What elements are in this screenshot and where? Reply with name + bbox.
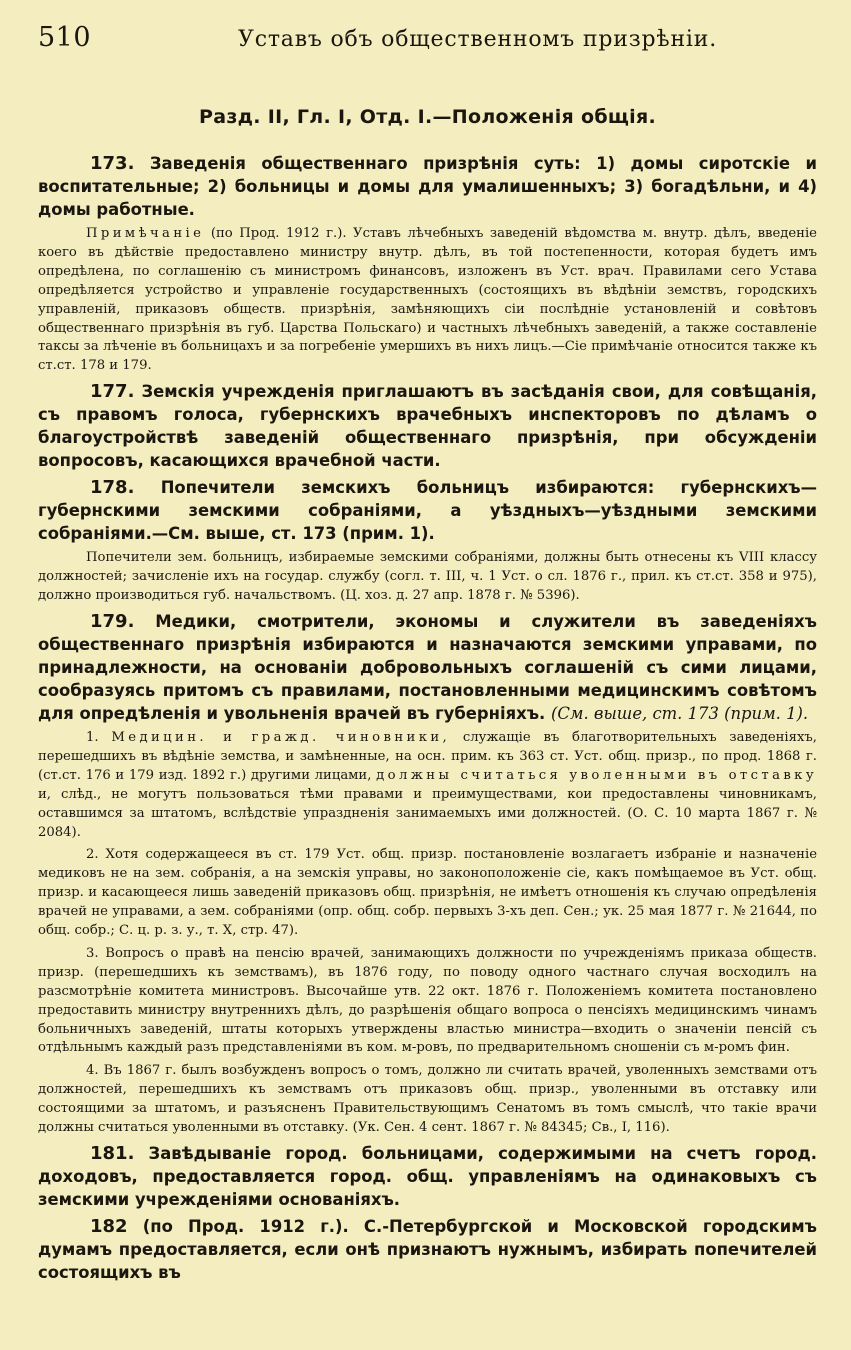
note-text: и, слѣд., не могутъ пользоваться тѣми правами и преимуществами, кои предоставлены чиновникамъ, оставшимся за штатомъ, вслѣдствіе упраздненія занимаемыхъ ими должностей. (О. С. 10 марта 1867 г. № 2084). [38,786,817,840]
note-text: служащіе въ благотворительныхъ заведеніяхъ, перешедшихъ въ вѣдѣніе земства, и замѣненные, на осн. прим. къ 363 ст. Уст. общ. призр., по прод. 1868 г. (ст.ст. 176 и 179 изд. 1892 г.) другими лицами, [38,729,817,783]
section-heading: Разд. II, Гл. I, Отд. I.—Положенія общія. [198,106,657,128]
article-173 [38,152,817,221]
note-178 [38,549,817,606]
article-179 [38,610,817,725]
article-reference: (См. выше, ст. 173 (прим. 1). [550,703,809,723]
note-179-4: 4. Въ 1867 г. былъ возбужденъ вопросъ о томъ, должно ли считать врачей, уволенныхъ земствами отъ должностей, перешедшихъ къ земствамъ отъ приказовъ общ. призр., уволенными въ отставку или состоящими за штатомъ, и разъясненъ Правительствующимъ Сенатомъ въ томъ смыслѣ, что такіе врачи должны считаться уволенными въ отставку. (Ук. Сен. 4 сент. 1867 г. № 84345; Св., I, 116). [38,1063,817,1136]
article-number: 177. [90,381,135,403]
article-number: 179. [90,610,135,632]
article-number: 173. [90,153,135,174]
article-number: 181. [90,1143,135,1164]
article-text: Завѣдываніе город. больницами, содержимыми на счетъ город. доходовъ, предоставляется город. общ. управленіямъ на одинаковыхъ съ земскими учрежденіями основаніяхъ. [38,1144,817,1209]
article-181 [38,1142,817,1211]
note-179-2: 2. Хотя содержащееся въ ст. 179 Уст. общ. призр. постановленіе возлагаетъ избраніе и назначеніе медиковъ не на зем. собранія, а на земскія управы, но законоположеніе сіе, какъ помѣщаемое въ Уст. общ. призр. и касающееся лишь заведеній приказовъ общ. призрѣнія, не имѣетъ отношенія къ случаю опредѣленія врачей не управами, а зем. собраніями (опр. общ. собр. первыхъ 3-хъ деп. Сен.; ук. 25 мая 1877 г. № 21644, по общ. собр.; С. ц. р. з. у., т. X, стр. 47). [38,847,817,939]
article-182 [38,1215,817,1284]
article-number: 178. [90,477,135,499]
article-text: Медики, смотрители, экономы и служители въ заведеніяхъ общественнаго призрѣнія избираются и назначаются земскими управами, по принадлежности, на основаніи добровольныхъ соглашеній съ сими лицами, сообразуясь притомъ съ правилами, постановленными медицинскимъ совѣтомъ для опредѣленія и увольненія врачей въ губерніяхъ. [38,611,817,723]
note-spaced-text: Медицин. и гражд. чиновники, [111,729,451,745]
page-header [38,22,817,66]
note-label: Примѣчаніе [86,226,205,241]
running-title: Уставъ объ общественномъ призрѣніи. [238,27,718,52]
article-177 [38,380,817,472]
note-179-1 [38,729,817,842]
article-text: Попечители земскихъ больницъ избираются: губернскихъ—губернскими земскими собраніями, а уѣздныхъ—уѣздными земскими собраніями.—См. выше, ст. 173 (прим. 1). [38,478,817,544]
page-number: 510 [38,22,92,53]
note-text: Попечители зем. больницъ, избираемые земскими собраніями, должны быть отнесены къ VIII классу должностей; зачисленіе ихъ на государ. службу (согл. т. III, ч. 1 Уст. о сл. 1876 г., прил. къ ст.ст. 358 и 975), должно производиться губ. начальствомъ. (Ц. хоз. д. 27 апр. 1878 г. № 5396). [38,550,817,604]
article-178 [38,476,817,545]
article-text: Заведенія общественнаго призрѣнія суть: 1) домы сиротскіе и воспитательные; 2) больницы и домы для умалишенныхъ; 3) богадѣльни, и 4) домы работные. [38,154,817,219]
note-number: 1. [86,729,99,745]
note-spaced-text: должны считаться уволенными въ отставку [376,767,817,783]
note-173 [38,225,817,376]
article-text: (по Прод. 1912 г.). С.-Петербургской и Московской городскимъ думамъ предоставляется, если онѣ признаютъ нужнымъ, избирать попечителей состоящихъ въ [38,1217,817,1282]
article-text: Земскія учрежденія приглашаютъ въ засѣданія свои, для совѣщанія, съ правомъ голоса, губернскихъ врачебныхъ инспекторовъ по дѣламъ о благоустройствѣ заведеній общественнаго призрѣнія, при обсужденіи вопросовъ, касающихся врачебной части. [38,382,817,471]
note-text: (по Прод. 1912 г.). Уставъ лѣчебныхъ заведеній вѣдомства м. внутр. дѣлъ, введеніе коего въ дѣйствіе предоставлено министру внутр. дѣлъ, въ той постепенности, которая будетъ имъ опредѣлена, по соглашенію съ министромъ финансовъ, изложенъ въ Уст. врач. Правилами сего Устава опредѣляется устройство и управленіе государственныхъ (состоящихъ въ вѣдѣніи земствъ, городскихъ управленій, приказовъ обществ. призрѣнія, замѣняющихъ сіи послѣдніе установленій и совѣтовъ общественнаго призрѣнія въ губ. Царства Польскаго) и частныхъ лѣчебныхъ заведеній, а также составленіе таксы за лѣченіе въ больницахъ и за погребеніе умершихъ въ нихъ лицъ.—Сіе примѣчаніе относится также къ ст.ст. 178 и 179. [38,226,817,374]
article-number: 182 [90,1216,128,1237]
note-179-3: 3. Вопросъ о правѣ на пенсію врачей, занимающихъ должности по учрежденіямъ приказа обществ. призр. (перешедшихъ къ земствамъ), въ 1876 году, по поводу одного частнаго случая восходилъ на разсмотрѣніе комитета министровъ. Высочайше утв. 22 окт. 1876 г. Положеніемъ комитета постановлено предоставить министру внутреннихъ дѣлъ, до разрѣшенія общаго вопроса о пенсіяхъ медицинскимъ чинамъ больничныхъ заведеній, штаты которыхъ утверждены властью министра—входить о значеніи пенсій съ отдѣльнымъ каждый разъ представленіями въ ком. м-ровъ, по предварительномъ сношеніи съ м-ромъ фин. [38,945,817,1056]
